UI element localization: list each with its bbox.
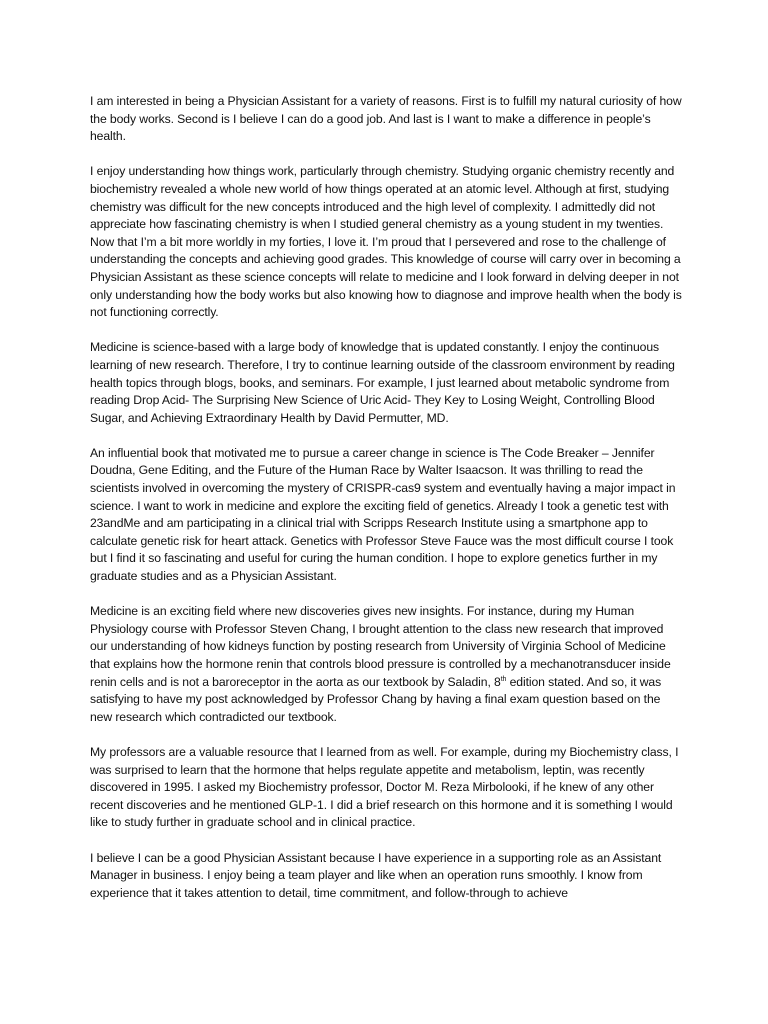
paragraph-experience: I believe I can be a good Physician Assistant because I have experience in a supporting role as an Assistant Manager in business. I enjoy being a team player and like when an operation runs smoothly. I know from experience that it takes attention to detail, time commitment, and follow-through to achieve <box>90 850 662 900</box>
paragraph-physiology-text-before: Medicine is an exciting field where new discoveries gives new insights. For instance, during my Human Physiology course with Professor Steven Chang, I brought attention to the class new research that improved our understanding of how kidneys function by posting research from University of Virginia School of Medicine that explains how the hormone renin that controls blood pressure is controlled by a mechanotransducer inside renin cells and is not a baroreceptor in the aorta as our textbook by Saladin, 8 <box>90 604 671 689</box>
paragraph-genetics: An influential book that motivated me to pursue a career change in science is The Code Breaker – Jennifer Doudna, Gene Editing, and the Future of the Human Race by Walter Isaacson. It was thrilling to read the scientists involved in overcoming the mystery of CRISPR-cas9 system and eventually having a major impact in science. I want to work in medicine and explore the exciting field of genetics. Already I took a genetic test with 23andMe and am participating in a clinical trial with Scripps Research Institute using a smartphone app to calculate genetic risk for heart attack. Genetics with Professor Steve Fauce was the most difficult course I took but I find it so fascinating and useful for curing the human condition. I hope to explore genetics further in my graduate studies and as a Physician Assistant. <box>90 445 676 584</box>
paragraph-physiology-text-after: edition stated. And so, it was satisfying to have my post acknowledged by Professor Chang by having a final exam question based on the new research which contradicted our textbook. <box>90 674 662 724</box>
paragraph-physiology <box>90 603 682 726</box>
paragraph-continuous-learning: Medicine is science-based with a large body of knowledge that is updated constantly. I enjoy the continuous learning of new research. Therefore, I try to continue learning outside of the classroom environment by reading health topics through blogs, books, and seminars. For example, I just learned about metabolic syndrome from reading Drop Acid- The Surprising New Science of Uric Acid- They Key to Losing Weight, Controlling Blood Sugar, and Achieving Extraordinary Health by David Permutter, MD. <box>90 340 675 425</box>
paragraph-professors: My professors are a valuable resource that I learned from as well. For example, during my Biochemistry class, I was surprised to learn that the hormone that helps regulate appetite and metabolism, leptin, was recently discovered in 1995. I asked my Biochemistry professor, Doctor M. Reza Mirbolooki, if he knew of any other recent discoveries and he mentioned GLP-1. I did a brief research on this hormone and it is something I would like to study further in graduate school and in clinical practice. <box>90 744 679 830</box>
paragraph-chemistry: I enjoy understanding how things work, particularly through chemistry. Studying organic chemistry recently and biochemistry revealed a whole new world of how things operated at an atomic level. Although at first, studying chemistry was difficult for the new concepts introduced and the high level of complexity. I admittedly did not appreciate how fascinating chemistry is when I studied general chemistry as a young student in my twenties. Now that I’m a bit more worldly in my forties, I love it. I’m proud that I persevered and rose to the challenge of understanding the concepts and achieving good grades. This knowledge of course will carry over in becoming a Physician Assistant as these science concepts will relate to medicine and I look forward in delving deeper in not only understanding how the body works but also knowing how to diagnose and improve health when the body is not functioning correctly. <box>90 164 682 320</box>
ordinal-superscript: th <box>500 675 507 683</box>
paragraph-motivation: I am interested in being a Physician Assistant for a variety of reasons. First is to fulfill my natural curiosity of how the body works. Second is I believe I can do a good job. And last is I want to make a difference in people’s health. <box>90 94 682 144</box>
document-body <box>90 93 682 920</box>
